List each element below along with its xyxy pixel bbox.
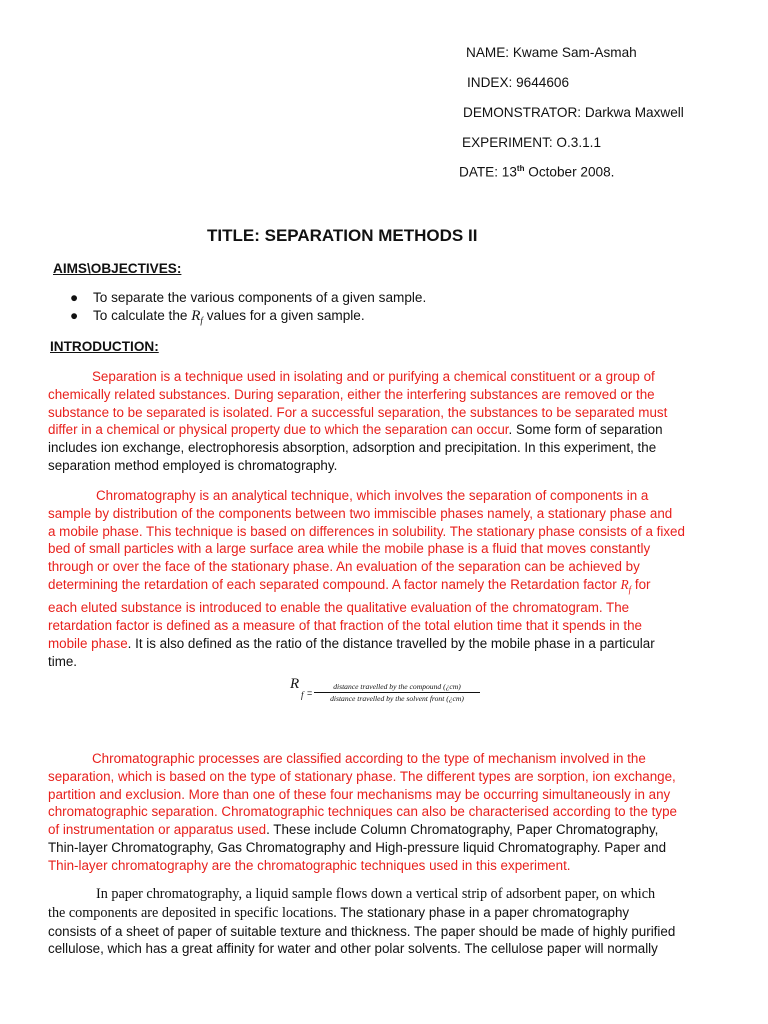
date-superscript: th (516, 164, 525, 173)
date-prefix: DATE: 13 (459, 164, 517, 180)
experiment-date (459, 164, 614, 180)
p1-line-4 (48, 421, 720, 439)
introduction-heading: INTRODUCTION: (50, 339, 159, 354)
rf-symbol: R (191, 308, 201, 324)
formula-f-subscript: f (301, 690, 304, 700)
p4-line-2-sans: The stationary phase in a paper chromatography (336, 904, 630, 920)
date-suffix: October 2008. (524, 164, 615, 180)
aim-text-2a: To calculate the (93, 308, 192, 323)
p4-line-2-serif: the components are deposited in specific locations. (48, 904, 337, 921)
p2-line-8: retardation factor is defined as a measure of that fraction of the total elution time that it spends in the (48, 618, 642, 634)
p2-line-9-red: mobile phase (48, 636, 128, 652)
p2-line-9 (48, 635, 720, 653)
p2-line-7: each eluted substance is introduced to enable the qualitative evaluation of the chromatogram. The (48, 600, 630, 616)
bullet-icon: ● (70, 308, 79, 323)
p2-line-6-end: for (631, 576, 651, 592)
p1-line-2: chemically related substances. During separation, either the interfering substances are removed or the (48, 386, 655, 402)
p4-line-4: cellulose, which has a great affinity for water and other polar solvents. The cellulose paper will normally (48, 941, 658, 957)
aim-item-1 (70, 290, 426, 305)
p4-line-3: consists of a sheet of paper of suitable texture and thickness. The paper should be made of highly purified (48, 923, 676, 939)
p3-line-7: Thin-layer chromatography are the chromatographic techniques used in this experiment. (48, 857, 571, 873)
p2-line-6-text: determining the retardation of each separated compound. A factor namely the Retardation factor (48, 576, 621, 592)
p2-line-4: bed of small particles with a large surface area while the mobile phase is a fluid that moves constantly (48, 541, 651, 557)
student-name: NAME: Kwame Sam-Asmah (466, 45, 637, 60)
p1-line-4-black: . Some form of separation (508, 422, 663, 438)
aim-item-2 (70, 308, 365, 326)
p3-line-1: Chromatographic processes are classified according to the type of mechanism involved in the (92, 751, 646, 766)
p3-line-6: Thin-layer Chromatography, Gas Chromatography and High-pressure liquid Chromatography. Paper and (48, 839, 667, 855)
p2-line-3: a mobile phase. This technique is based on differences in solubility. The stationary phase consists of a fixed (48, 523, 685, 539)
p1-line-3: substance to be separated is isolated. For a successful separation, the substances to be separated must (48, 404, 668, 420)
p2-line-9-black: . It is also defined as the ratio of the distance travelled by the mobile phase in a particular (127, 636, 655, 652)
document-title: TITLE: SEPARATION METHODS II (207, 226, 478, 245)
rf-symbol-inline: R (620, 576, 629, 592)
p1-line-5: includes ion exchange, electrophoresis absorption, adsorption and precipitation. In this experiment, the (48, 440, 657, 456)
p4-line-2 (48, 904, 720, 923)
p3-line-2: separation, which is based on the type of stationary phase. The different types are sorption, ion exchange, (48, 768, 676, 784)
p1-line-1: Separation is a technique used in isolating and or purifying a chemical constituent or a group of (92, 369, 655, 384)
p3-line-4: chromatographic separation. Chromatographic techniques can also be characterised according to the type (48, 804, 677, 820)
intro-paragraph-1 (48, 368, 720, 475)
p1-line-6: separation method employed is chromatography. (48, 457, 338, 473)
intro-paragraph-3 (48, 750, 720, 875)
rf-subscript: f (200, 315, 203, 326)
intro-paragraph-2 (48, 487, 720, 671)
demonstrator: DEMONSTRATOR: Darkwa Maxwell (463, 105, 684, 120)
p1-line-4-red: differ in a chemical or physical property due to which the separation can occur (48, 422, 509, 438)
p2-line-5: through or over the face of the stationary phase. An evaluation of the separation can be achieved by (48, 559, 640, 575)
rf-subscript-inline: f (628, 584, 632, 595)
p3-line-5-red: of instrumentation or apparatus used (48, 822, 267, 838)
student-index: INDEX: 9644606 (467, 75, 570, 90)
p2-line-1: Chromatography is an analytical technique, which involves the separation of components in a (96, 488, 649, 503)
rf-formula (290, 676, 490, 710)
formula-denominator: distance travelled by the solvent front (¿cm) (330, 694, 464, 703)
intro-paragraph-4 (48, 886, 720, 958)
p2-line-10: time. (48, 653, 78, 669)
p3-line-3: partition and exclusion. More than one of these four mechanisms may be occurring simultaneously in any (48, 786, 671, 802)
experiment-code: EXPERIMENT: O.3.1.1 (462, 135, 602, 150)
formula-numerator: distance travelled by the compound (¿cm) (333, 682, 461, 691)
formula-equals: = (307, 688, 313, 698)
aims-heading: AIMS\OBJECTIVES: (53, 261, 182, 276)
formula-fraction-bar (314, 692, 480, 693)
aim-text-2b: values for a given sample. (202, 308, 365, 323)
p3-line-5 (48, 821, 720, 839)
p3-line-5-black: . These include Column Chromatography, Paper Chromatography, (266, 822, 659, 838)
aim-text-1: To separate the various components of a given sample. (93, 290, 427, 305)
p2-line-2: sample by distribution of the components between two immiscible phases namely, a stationary phase and (48, 505, 673, 521)
bullet-icon: ● (70, 290, 79, 305)
p2-line-6 (48, 576, 720, 599)
p4-line-1: In paper chromatography, a liquid sample flows down a vertical strip of adsorbent paper, on which (96, 886, 656, 902)
formula-r-symbol: R (290, 676, 300, 692)
